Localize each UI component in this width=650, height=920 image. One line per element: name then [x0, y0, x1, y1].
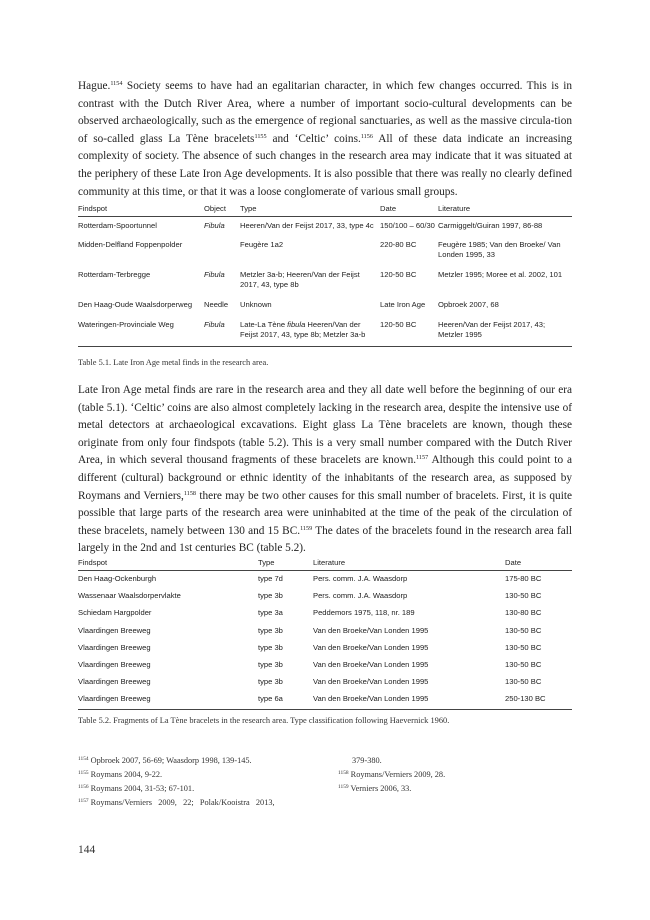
table-5-2	[78, 558, 572, 710]
cell-date: 220-80 BC	[380, 240, 417, 249]
table-row	[78, 588, 572, 605]
footnote-ref-1157[interactable]: 1157	[416, 454, 429, 462]
text-run: and ‘Celtic’ coins.	[266, 132, 361, 145]
body-paragraph-2	[78, 382, 572, 558]
page-number: 144	[78, 844, 96, 856]
footnote-text: Opbroek 2007, 56-69; Waasdorp 1998, 139-145.	[90, 756, 252, 765]
col-literature: Literature	[438, 195, 572, 216]
cell-type	[240, 316, 380, 346]
cell-type: type 6a	[258, 694, 283, 704]
footnote	[78, 754, 318, 768]
text-run: Hague.	[78, 80, 111, 92]
cell-date: 250-130 BC	[505, 694, 546, 704]
cell-object: Fibula	[204, 220, 225, 230]
footnotes-right	[338, 754, 572, 796]
table-row	[78, 657, 572, 674]
footnote-number: 1155	[78, 770, 89, 776]
text-run-italic: fibula	[287, 320, 306, 329]
col-findspot: Findspot	[78, 558, 258, 571]
cell-literature: Feugère 1985; Van den Broeke/ Van Londen 1995, 33	[438, 240, 561, 259]
table-5-2-caption: Table 5.2. Fragments of La Tène bracelets in the research area. Type classification following Haevernick 1960.	[78, 716, 450, 725]
cell-date: 130-50 BC	[505, 677, 542, 687]
cell-date: 130-50 BC	[505, 625, 542, 635]
cell-type: Metzler 3a-b; Heeren/Van der Feijst 2017, 43, type 8b	[240, 270, 360, 289]
footnote	[78, 782, 318, 796]
cell-findspot: Wassenaar Waalsdorpervlakte	[78, 591, 181, 601]
cell-literature: Heeren/Van der Feijst 2017, 43; Metzler 1995	[438, 320, 546, 339]
cell-date: Late Iron Age	[380, 300, 426, 309]
cell-findspot: Vlaardingen Breeweg	[78, 694, 151, 704]
footnote-text: Roymans 2004, 31-53; 67-101.	[90, 784, 195, 793]
cell-type: type 3b	[258, 625, 283, 635]
cell-literature: Van den Broeke/Van Londen 1995	[313, 694, 429, 704]
cell-type: type 3a	[258, 608, 283, 618]
col-object: Object	[204, 195, 240, 216]
cell-object	[204, 236, 240, 266]
cell-literature: Peddemors 1975, 118, nr. 189	[313, 608, 415, 618]
cell-type: type 3b	[258, 642, 283, 652]
cell-findspot: Midden-Delfland Foppenpolder	[78, 240, 183, 249]
cell-findspot: Vlaardingen Breeweg	[78, 659, 151, 669]
cell-findspot: Wateringen-Provinciale Weg	[78, 320, 174, 329]
table-row	[78, 236, 572, 266]
cell-literature: Metzler 1995; Moree et al. 2002, 101	[438, 270, 563, 279]
cell-literature: Van den Broeke/Van Londen 1995	[313, 642, 429, 652]
footnote-ref-1156[interactable]: 1156	[360, 132, 373, 140]
cell-literature: Van den Broeke/Van Londen 1995	[313, 677, 429, 687]
cell-type: type 7d	[258, 574, 283, 583]
cell-date: 130-50 BC	[505, 642, 542, 652]
cell-object: Fibula	[204, 270, 225, 279]
cell-type: Unknown	[240, 300, 272, 309]
cell-type: Feugère 1a2	[240, 240, 284, 249]
footnotes-left	[78, 754, 318, 810]
footnote-text: Roymans/Verniers 2009, 22; Polak/Kooistra 2013,	[90, 798, 275, 807]
cell-literature: Van den Broeke/Van Londen 1995	[313, 659, 429, 669]
table-row	[78, 674, 572, 691]
table-5-1-caption: Table 5.1. Late Iron Age metal finds in the research area.	[78, 358, 269, 367]
cell-type: type 3b	[258, 677, 283, 687]
footnote	[338, 768, 572, 782]
footnote-continuation: 379-380.	[352, 756, 382, 765]
cell-findspot: Rotterdam-Terbregge	[78, 270, 151, 279]
text-run: All of these data indicate an increasing complexity of society. The absence of such changes in the research area may indicate that it was situated at the periphery of these Late Iron Age developments. It is also possible that there was really no clearly defined community at this time, or that it was a loose conglomerate of various small groups.	[78, 132, 572, 198]
table-header-row	[78, 195, 572, 216]
cell-date: 120-50 BC	[380, 320, 417, 329]
col-date: Date	[505, 558, 572, 571]
table-row	[78, 623, 572, 640]
col-findspot: Findspot	[78, 195, 204, 216]
cell-object: Fibula	[204, 320, 225, 329]
footnote-ref-1159[interactable]: 1159	[300, 524, 313, 532]
footnote-ref-1155[interactable]: 1155	[254, 132, 267, 140]
table-row	[78, 691, 572, 709]
cell-literature: Carmiggelt/Guiran 1997, 86-88	[438, 220, 543, 230]
cell-date: 175-80 BC	[505, 574, 542, 583]
footnote	[78, 796, 318, 810]
table-row	[78, 640, 572, 657]
cell-type: type 3b	[258, 591, 283, 601]
cell-date: 120-50 BC	[380, 270, 417, 279]
table-row	[78, 266, 572, 296]
footnote-number: 1158	[338, 770, 349, 776]
footnote-text: Verniers 2006, 33.	[350, 784, 412, 793]
cell-literature: Pers. comm. J.A. Waasdorp	[313, 574, 408, 583]
cell-findspot: Vlaardingen Breeweg	[78, 677, 151, 687]
table-row	[78, 605, 572, 622]
table-row	[78, 571, 572, 589]
text-run: Heeren/Van der Feijst 2017, 43, type 8b; Metzler 3a-b	[240, 320, 366, 339]
body-paragraph-1	[78, 78, 572, 201]
cell-literature: Pers. comm. J.A. Waasdorp	[313, 591, 408, 601]
footnote-number: 1157	[78, 798, 89, 804]
table-5-1	[78, 195, 572, 347]
text-run: Although this could point to a different (cultural) background or ethnic identity of the inhabitants of the research area, as supposed by Roymans and Verniers,	[78, 454, 572, 502]
text-run: Late-La Tène	[240, 320, 288, 329]
cell-object: Needle	[204, 300, 229, 309]
cell-findspot: Vlaardingen Breeweg	[78, 642, 151, 652]
table-row	[78, 296, 572, 316]
footnote	[78, 768, 318, 782]
footnote-number: 1159	[338, 784, 349, 790]
footnote-number: 1156	[78, 784, 89, 790]
cell-date: 150/100 – 60/30	[380, 220, 435, 230]
cell-type: Heeren/Van der Feijst 2017, 33, type 4c	[240, 220, 374, 230]
table-header-row	[78, 558, 572, 571]
footnote	[338, 782, 572, 796]
cell-findspot: Vlaardingen Breeweg	[78, 625, 151, 635]
footnote-ref-1158[interactable]: 1158	[183, 489, 197, 497]
table-row	[78, 216, 572, 236]
cell-date: 130-80 BC	[505, 608, 542, 618]
cell-literature: Opbroek 2007, 68	[438, 300, 499, 309]
col-type: Type	[258, 558, 313, 571]
cell-findspot: Rotterdam-Spoortunnel	[78, 220, 157, 230]
text-run: there may be two other causes for this small number of bracelets. First, it is quite possible that large parts of the research area were uninhabited at the time of the peak of the circulation of these bracelets, namely between 130 and 15 BC.	[78, 489, 572, 537]
table-row	[78, 316, 572, 346]
text-run: Society seems to have had an egalitarian character, in which few changes occurred. This is in contrast with the Dutch River Area, where a number of important socio-cultural developments can be observed archaeologically, such as the emergence of regional sanctuaries, as well as the massive circula-tion of so-called glass La Tène bracelets	[78, 80, 572, 145]
cell-literature: Van den Broeke/Van Londen 1995	[313, 625, 429, 635]
footnote-text: Roymans 2004, 9-22.	[90, 770, 163, 779]
cell-findspot: Den Haag-Oude Waalsdorperweg	[78, 300, 193, 309]
col-date: Date	[380, 195, 438, 216]
cell-findspot: Schiedam Hargpolder	[78, 608, 152, 618]
cell-date: 130-50 BC	[505, 591, 542, 601]
cell-type: type 3b	[258, 659, 283, 669]
text-run: The dates of the bracelets found in the research area fall largely in the 2nd and 1st centuries BC (table 5.2).	[78, 524, 572, 555]
footnote-ref-1154[interactable]: 1154	[110, 80, 123, 87]
col-type: Type	[240, 195, 380, 216]
text-run: Late Iron Age metal finds are rare in the research area and they all date well before the beginning of our era (table 5.1). ‘Celtic’ coins are also almost completely lacking in the research area, despite the intensive use of metal detectors at archaeological excavations. Eight glass La Tène bracelets are known, though these originate from only four findspots (table 5.2). This is a very small number compared with the Dutch River Area, in which several thousand fragments of these bracelets are known.	[78, 384, 572, 467]
cell-date: 130-50 BC	[505, 659, 542, 669]
footnote-number: 1154	[78, 756, 89, 762]
col-literature: Literature	[313, 558, 505, 571]
footnote-text: Roymans/Verniers 2009, 28.	[350, 770, 446, 779]
cell-findspot: Den Haag-Ockenburgh	[78, 574, 157, 583]
